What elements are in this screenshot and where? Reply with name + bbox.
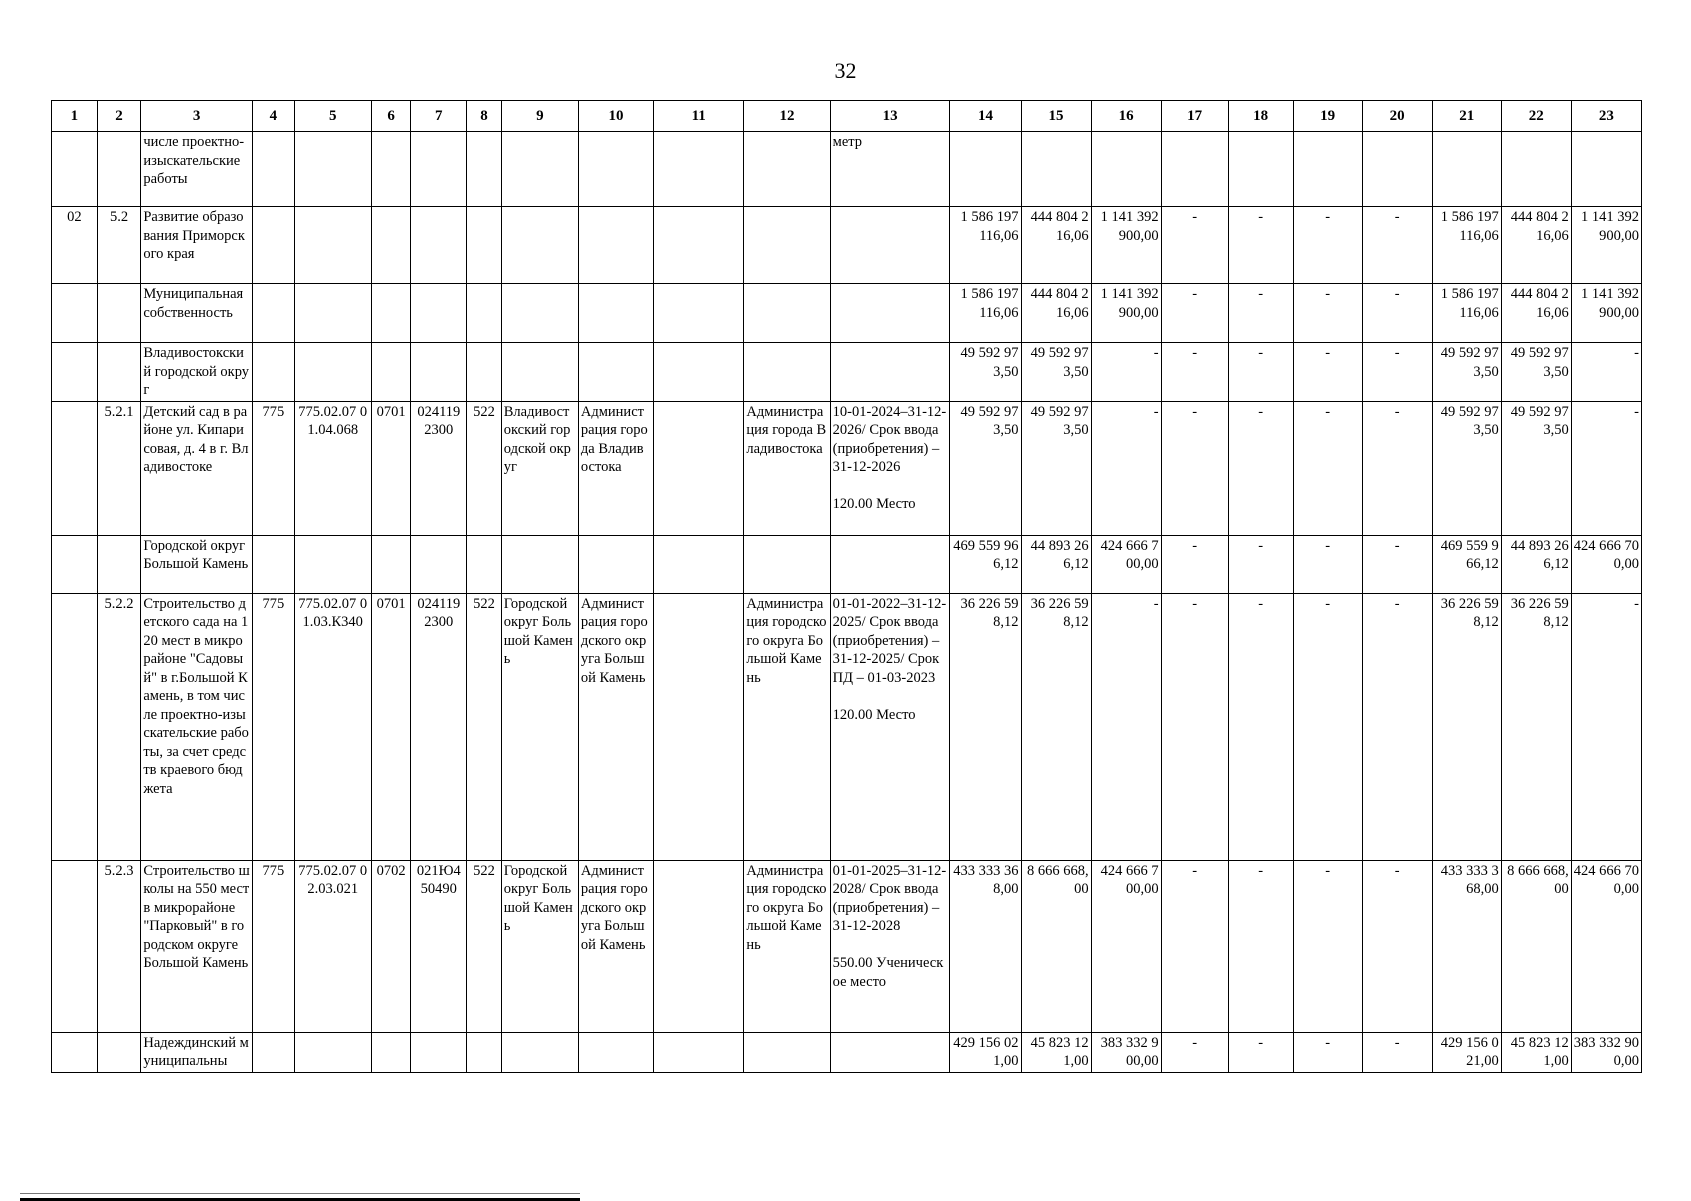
table-cell-col-17: - [1161,593,1228,860]
column-header: 7 [411,101,467,132]
table-cell-col-3: Строительство школы на 550 мест в микрорайоне "Парковый" в городском округе Большой Камень [141,860,253,1032]
table-cell-col-11 [654,343,744,402]
table-cell-col-10 [578,284,653,343]
table-cell-col-20 [1362,132,1432,207]
table-row [52,1032,1642,1072]
column-header: 6 [371,101,411,132]
table-cell-col-18: - [1228,343,1293,402]
table-cell-col-7 [411,284,467,343]
table-cell-col-21: 433 333 368,00 [1432,860,1501,1032]
table-cell-col-6: 0701 [371,401,411,535]
table-cell-col-11 [654,207,744,284]
table-cell-col-1 [52,343,98,402]
table-cell-col-19: - [1293,1032,1362,1072]
table-cell-col-21 [1432,132,1501,207]
table-cell-col-9: Городской округ Большой Камень [501,593,578,860]
footer-rule-thin [20,1193,580,1194]
column-header: 5 [294,101,371,132]
table-cell-col-14: 49 592 973,50 [950,401,1021,535]
table-cell-col-21: 36 226 598,12 [1432,593,1501,860]
table-cell-col-20: - [1362,535,1432,593]
column-header: 9 [501,101,578,132]
table-cell-col-5 [294,284,371,343]
table-cell-col-5 [294,343,371,402]
table-cell-col-9: Владивостокский городской округ [501,401,578,535]
table-cell-col-6 [371,343,411,402]
table-cell-col-21: 469 559 966,12 [1432,535,1501,593]
table-cell-col-20: - [1362,860,1432,1032]
column-header: 4 [253,101,295,132]
table-cell-col-9 [501,132,578,207]
table-cell-col-22: 444 804 216,06 [1501,207,1571,284]
table-cell-col-5 [294,1032,371,1072]
table-cell-col-18: - [1228,593,1293,860]
table-cell-col-7: 024119 2300 [411,593,467,860]
table-cell-col-3: Городской округ Большой Камень [141,535,253,593]
table-cell-col-5: 775.02.07 01.04.068 [294,401,371,535]
table-cell-col-12: Администрация городского округа Большой Камень [744,860,830,1032]
table-cell-col-22: 45 823 121,00 [1501,1032,1571,1072]
table-cell-col-22: 8 666 668,00 [1501,860,1571,1032]
table-cell-col-16: - [1091,593,1161,860]
table-cell-col-19: - [1293,343,1362,402]
table-cell-col-1 [52,593,98,860]
table-cell-col-20: - [1362,593,1432,860]
table-cell-col-18: - [1228,860,1293,1032]
table-cell-col-14: 433 333 368,00 [950,860,1021,1032]
table-cell-col-8 [467,343,502,402]
table-cell-col-15: 444 804 216,06 [1021,207,1091,284]
table-cell-col-20: - [1362,207,1432,284]
table-cell-col-15: 44 893 266,12 [1021,535,1091,593]
table-cell-col-2 [97,1032,141,1072]
table-cell-col-19: - [1293,284,1362,343]
table-cell-col-3: Владивостокский городской округ [141,343,253,402]
header-row [52,101,1642,132]
column-header: 16 [1091,101,1161,132]
column-header: 1 [52,101,98,132]
table-cell-col-11 [654,593,744,860]
table-cell-col-3: Муниципальная собственность [141,284,253,343]
column-header: 19 [1293,101,1362,132]
table-cell-col-7 [411,207,467,284]
table-cell-col-23: 1 141 392 900,00 [1571,207,1641,284]
table-cell-col-19: - [1293,593,1362,860]
table-cell-col-23: - [1571,401,1641,535]
table-cell-col-22: 49 592 973,50 [1501,401,1571,535]
column-header: 10 [578,101,653,132]
table-cell-col-6 [371,132,411,207]
table-row [52,535,1642,593]
table-cell-col-14: 429 156 021,00 [950,1032,1021,1072]
budget-table [51,100,1642,1073]
column-header: 23 [1571,101,1641,132]
table-cell-col-7: 021Ю4 50490 [411,860,467,1032]
table-cell-col-18: - [1228,401,1293,535]
table-cell-col-16: 1 141 392 900,00 [1091,284,1161,343]
table-cell-col-21: 1 586 197 116,06 [1432,207,1501,284]
table-cell-col-2: 5.2 [97,207,141,284]
table-cell-col-1 [52,860,98,1032]
table-cell-col-10: Администрация города Владивостока [578,401,653,535]
table-cell-col-9: Городской округ Большой Камень [501,860,578,1032]
table-cell-col-6: 0702 [371,860,411,1032]
table-cell-col-3: Детский сад в районе ул. Кипарисовая, д. 4 в г. Владивостоке [141,401,253,535]
table-cell-col-1 [52,535,98,593]
table-cell-col-21: 49 592 973,50 [1432,401,1501,535]
table-cell-col-4: 775 [253,593,295,860]
table-cell-col-23: 1 141 392 900,00 [1571,284,1641,343]
table-cell-col-12 [744,284,830,343]
table-cell-col-13 [830,207,950,284]
table-cell-col-6 [371,1032,411,1072]
table-cell-col-13 [830,1032,950,1072]
table-cell-col-1: 02 [52,207,98,284]
table-cell-col-8 [467,132,502,207]
table-cell-col-17: - [1161,860,1228,1032]
table-cell-col-17: - [1161,207,1228,284]
table-cell-col-4 [253,207,295,284]
table-cell-col-15: 45 823 121,00 [1021,1032,1091,1072]
table-cell-col-10: Администрация городского округа Большой Камень [578,860,653,1032]
table-cell-col-12 [744,343,830,402]
table-cell-col-4 [253,132,295,207]
table-cell-col-6: 0701 [371,593,411,860]
table-cell-col-8 [467,284,502,343]
table-cell-col-4 [253,343,295,402]
table-cell-col-15: 444 804 216,06 [1021,284,1091,343]
column-header: 14 [950,101,1021,132]
table-cell-col-21: 1 586 197 116,06 [1432,284,1501,343]
table-cell-col-14: 469 559 966,12 [950,535,1021,593]
table-cell-col-21: 429 156 021,00 [1432,1032,1501,1072]
table-row [52,343,1642,402]
table-cell-col-4: 775 [253,860,295,1032]
table-cell-col-20: - [1362,284,1432,343]
table-cell-col-14: 36 226 598,12 [950,593,1021,860]
table-cell-col-19: - [1293,401,1362,535]
table-cell-col-2 [97,343,141,402]
table-cell-col-7 [411,132,467,207]
table-cell-col-10 [578,1032,653,1072]
table-cell-col-12 [744,132,830,207]
table-cell-col-3: Надеждинский муниципальны [141,1032,253,1072]
table-cell-col-14: 1 586 197 116,06 [950,284,1021,343]
table-cell-col-1 [52,1032,98,1072]
table-cell-col-16: 424 666 700,00 [1091,535,1161,593]
table-cell-col-18: - [1228,207,1293,284]
table-cell-col-23: - [1571,343,1641,402]
table-cell-col-11 [654,132,744,207]
column-header: 21 [1432,101,1501,132]
table-cell-col-2: 5.2.3 [97,860,141,1032]
column-header: 12 [744,101,830,132]
table-cell-col-16: - [1091,343,1161,402]
table-cell-col-15: 49 592 973,50 [1021,401,1091,535]
table-cell-col-20: - [1362,343,1432,402]
table-cell-col-13 [830,535,950,593]
table-cell-col-7: 024119 2300 [411,401,467,535]
table-cell-col-22: 49 592 973,50 [1501,343,1571,402]
table-cell-col-22: 36 226 598,12 [1501,593,1571,860]
column-header: 15 [1021,101,1091,132]
table-cell-col-21: 49 592 973,50 [1432,343,1501,402]
table-row [52,401,1642,535]
column-header: 18 [1228,101,1293,132]
table-cell-col-16: 424 666 700,00 [1091,860,1161,1032]
table-cell-col-17: - [1161,401,1228,535]
table-cell-col-6 [371,284,411,343]
table-cell-col-18 [1228,132,1293,207]
column-header: 8 [467,101,502,132]
table-cell-col-18: - [1228,284,1293,343]
table-cell-col-23 [1571,132,1641,207]
table-row [52,860,1642,1032]
table-cell-col-9 [501,284,578,343]
table-cell-col-12 [744,207,830,284]
table-cell-col-14 [950,132,1021,207]
table-cell-col-23: 424 666 700,00 [1571,535,1641,593]
table-cell-col-13: 01-01-2025–31-12-2028/ Срок ввода (приобретения) – 31-12-2028 550.00 Ученическое место [830,860,950,1032]
table-cell-col-4 [253,1032,295,1072]
table-cell-col-5 [294,207,371,284]
table-cell-col-11 [654,284,744,343]
table-cell-col-9 [501,1032,578,1072]
table-cell-col-17: - [1161,535,1228,593]
column-header: 13 [830,101,950,132]
table-cell-col-5 [294,132,371,207]
table-cell-col-17: - [1161,343,1228,402]
table-cell-col-11 [654,860,744,1032]
table-cell-col-23: 383 332 900,00 [1571,1032,1641,1072]
table-cell-col-7 [411,343,467,402]
table-cell-col-5: 775.02.07 01.03.К340 [294,593,371,860]
page-number: 32 [834,58,857,83]
table-cell-col-9 [501,535,578,593]
table-cell-col-15 [1021,132,1091,207]
table-cell-col-3: числе проектно-изыскательские работы [141,132,253,207]
table-cell-col-22 [1501,132,1571,207]
table-cell-col-13: метр [830,132,950,207]
table-cell-col-12 [744,1032,830,1072]
table-cell-col-13 [830,343,950,402]
table-cell-col-5: 775.02.07 02.03.021 [294,860,371,1032]
table-cell-col-4: 775 [253,401,295,535]
table-cell-col-14: 1 586 197 116,06 [950,207,1021,284]
table-cell-col-19: - [1293,207,1362,284]
table-cell-col-2 [97,132,141,207]
table-cell-col-2: 5.2.1 [97,401,141,535]
table-cell-col-8: 522 [467,593,502,860]
table-cell-col-11 [654,401,744,535]
table-cell-col-11 [654,535,744,593]
table-cell-col-9 [501,207,578,284]
table-cell-col-3: Развитие образования Приморского края [141,207,253,284]
table-cell-col-8: 522 [467,401,502,535]
table-cell-col-14: 49 592 973,50 [950,343,1021,402]
table-cell-col-8 [467,1032,502,1072]
table-cell-col-2: 5.2.2 [97,593,141,860]
table-cell-col-9 [501,343,578,402]
table-cell-col-23: 424 666 700,00 [1571,860,1641,1032]
table-cell-col-16 [1091,132,1161,207]
table-row [52,284,1642,343]
table-cell-col-20: - [1362,401,1432,535]
table-cell-col-8: 522 [467,860,502,1032]
table-cell-col-16: 1 141 392 900,00 [1091,207,1161,284]
table-cell-col-23: - [1571,593,1641,860]
table-cell-col-16: - [1091,401,1161,535]
table-cell-col-8 [467,535,502,593]
table-cell-col-17: - [1161,284,1228,343]
column-header: 3 [141,101,253,132]
table-cell-col-12 [744,535,830,593]
table-cell-col-20: - [1362,1032,1432,1072]
table-cell-col-8 [467,207,502,284]
table-cell-col-4 [253,535,295,593]
table-cell-col-10 [578,535,653,593]
table-cell-col-2 [97,535,141,593]
table-cell-col-6 [371,535,411,593]
table-cell-col-18: - [1228,535,1293,593]
table-cell-col-7 [411,1032,467,1072]
table-cell-col-1 [52,401,98,535]
table-cell-col-19: - [1293,860,1362,1032]
table-cell-col-18: - [1228,1032,1293,1072]
table-cell-col-2 [97,284,141,343]
table-cell-col-10 [578,207,653,284]
table-cell-col-12: Администрация города Владивостока [744,401,830,535]
table-cell-col-15: 36 226 598,12 [1021,593,1091,860]
column-header: 11 [654,101,744,132]
table-cell-col-19: - [1293,535,1362,593]
table-cell-col-19 [1293,132,1362,207]
column-header: 2 [97,101,141,132]
table-cell-col-13 [830,284,950,343]
table-row [52,207,1642,284]
table-cell-col-16: 383 332 900,00 [1091,1032,1161,1072]
table-cell-col-11 [654,1032,744,1072]
table-cell-col-22: 44 893 266,12 [1501,535,1571,593]
table-row [52,593,1642,860]
table-cell-col-22: 444 804 216,06 [1501,284,1571,343]
table-cell-col-4 [253,284,295,343]
table-cell-col-1 [52,132,98,207]
table-cell-col-12: Администрация городского округа Большой Камень [744,593,830,860]
table-cell-col-1 [52,284,98,343]
column-header: 20 [1362,101,1432,132]
table-cell-col-13: 01-01-2022–31-12-2025/ Срок ввода (приобретения) – 31-12-2025/ Срок ПД – 01-03-2023 120.00 Место [830,593,950,860]
table-cell-col-10: Администрация городского округа Большой Камень [578,593,653,860]
table-cell-col-15: 8 666 668,00 [1021,860,1091,1032]
table-cell-col-10 [578,132,653,207]
table-cell-col-3: Строительство детского сада на 120 мест в микрорайоне "Садовый" в г.Большой Камень, в том числе проектно-изыскательские работы, за счет средств краевого бюджета [141,593,253,860]
table-cell-col-6 [371,207,411,284]
column-header: 17 [1161,101,1228,132]
table-cell-col-17: - [1161,1032,1228,1072]
table-cell-col-10 [578,343,653,402]
column-header: 22 [1501,101,1571,132]
table-cell-col-15: 49 592 973,50 [1021,343,1091,402]
table-row [52,132,1642,207]
table-cell-col-5 [294,535,371,593]
table-cell-col-17 [1161,132,1228,207]
table-cell-col-7 [411,535,467,593]
table-cell-col-13: 10-01-2024–31-12-2026/ Срок ввода (приобретения) – 31-12-2026 120.00 Место [830,401,950,535]
